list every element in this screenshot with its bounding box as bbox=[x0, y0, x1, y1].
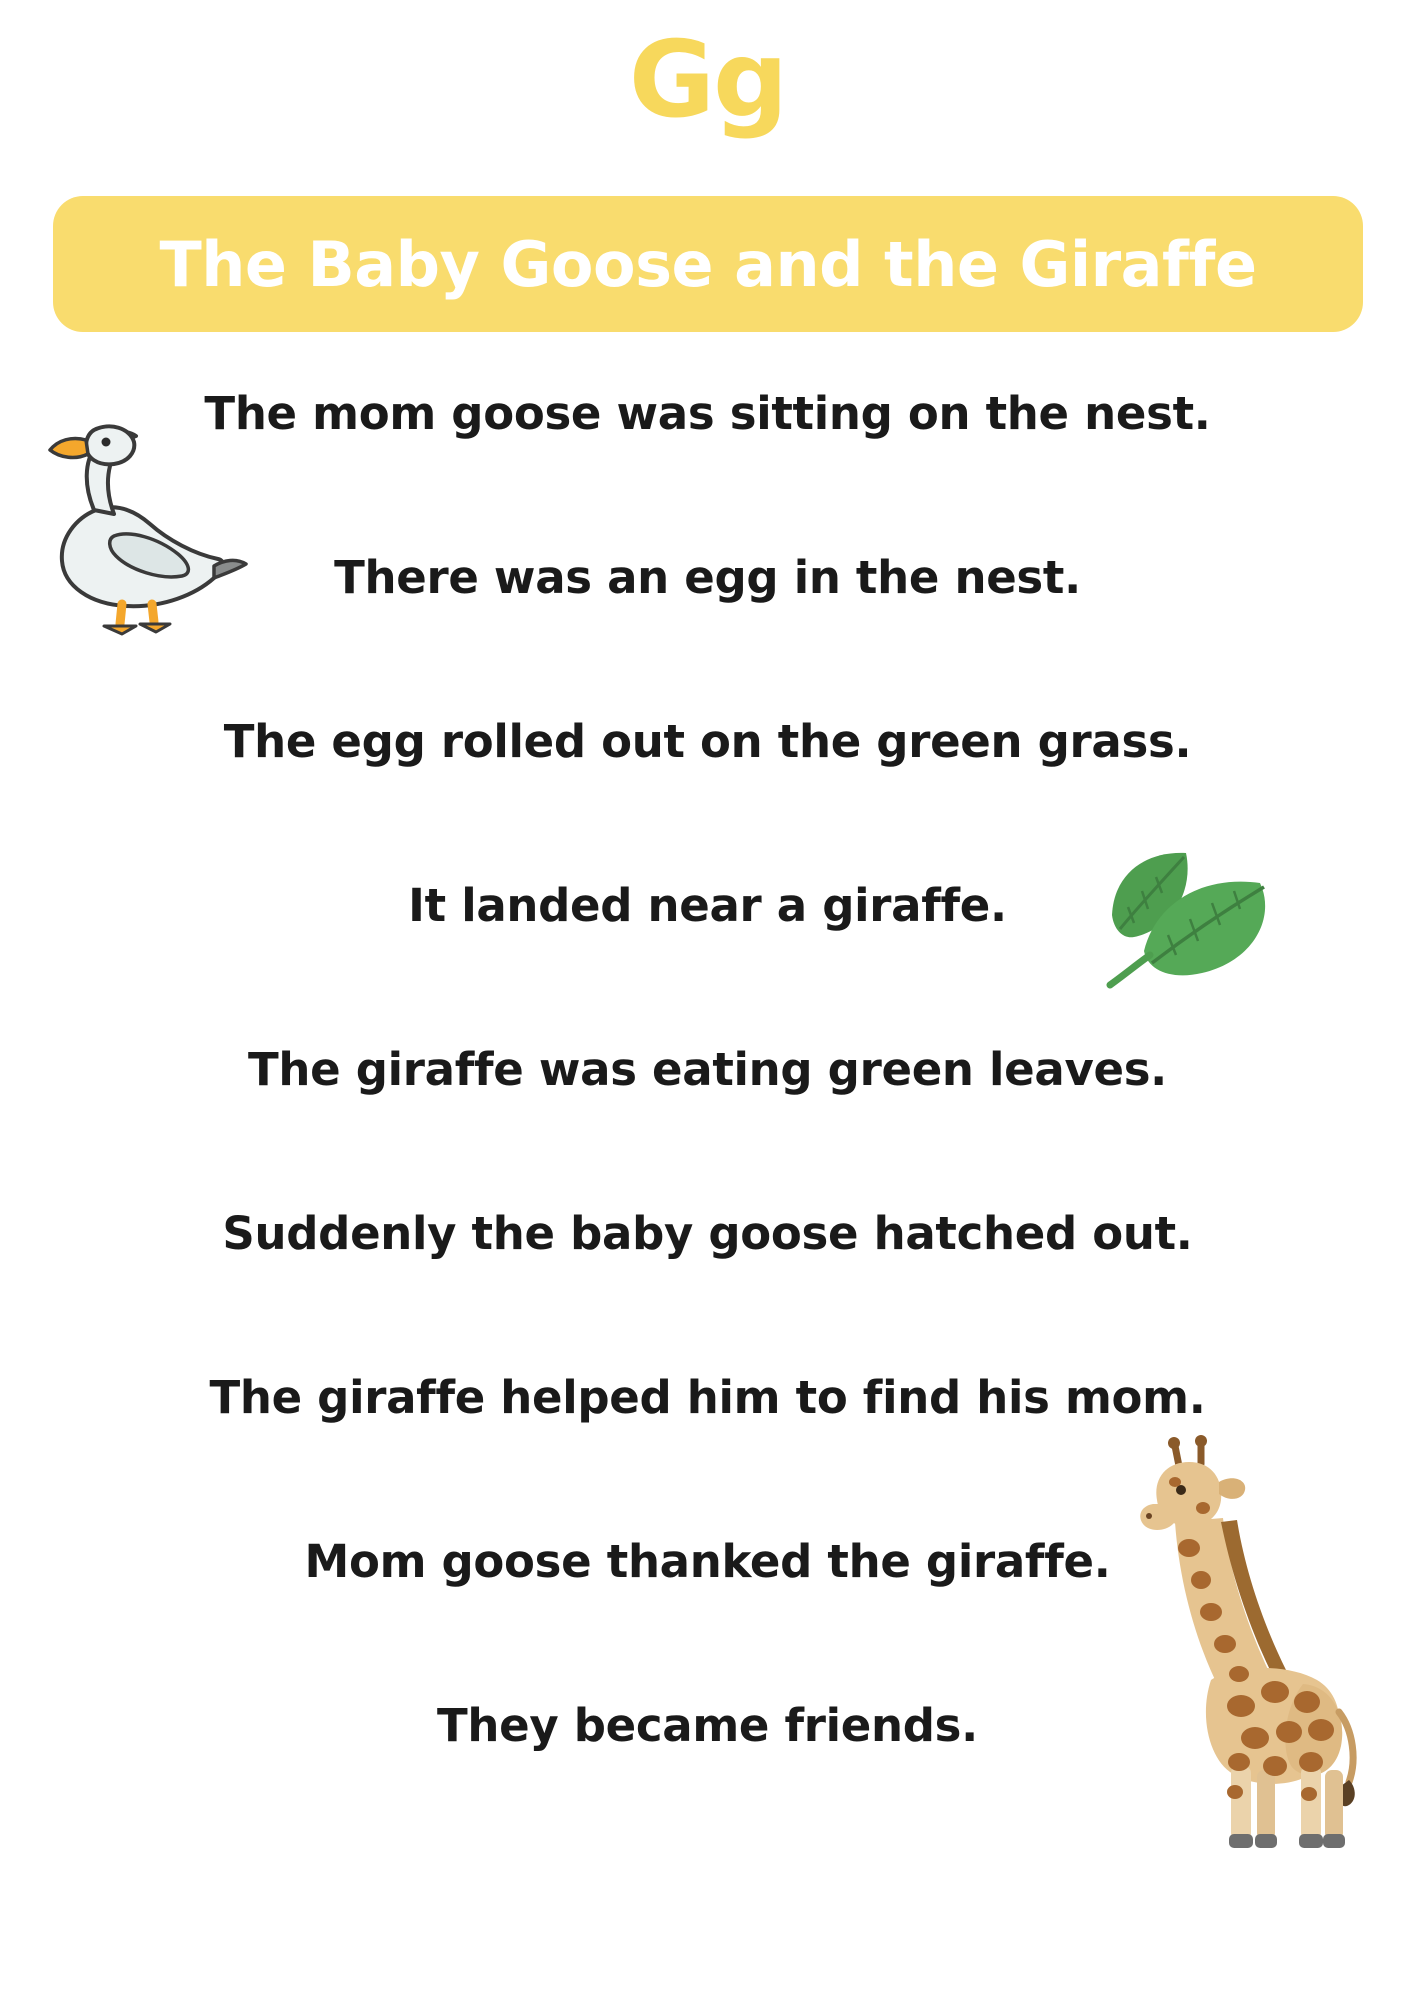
story-line: The giraffe was eating green leaves. bbox=[248, 1043, 1167, 1096]
story-line: Suddenly the baby goose hatched out. bbox=[222, 1207, 1193, 1260]
story-line: It landed near a giraffe. bbox=[408, 879, 1007, 932]
story-line: The mom goose was sitting on the nest. bbox=[204, 387, 1211, 440]
title-banner bbox=[53, 196, 1363, 332]
story-line: The giraffe helped him to find his mom. bbox=[209, 1371, 1206, 1424]
story-body bbox=[0, 372, 1415, 1768]
story-line: They became friends. bbox=[437, 1699, 978, 1752]
story-line: Mom goose thanked the giraffe. bbox=[304, 1535, 1111, 1588]
story-line: The egg rolled out on the green grass. bbox=[223, 715, 1192, 768]
story-line: There was an egg in the nest. bbox=[334, 551, 1081, 604]
letter-heading: Gg bbox=[628, 19, 787, 141]
page-title: The Baby Goose and the Giraffe bbox=[159, 227, 1257, 301]
